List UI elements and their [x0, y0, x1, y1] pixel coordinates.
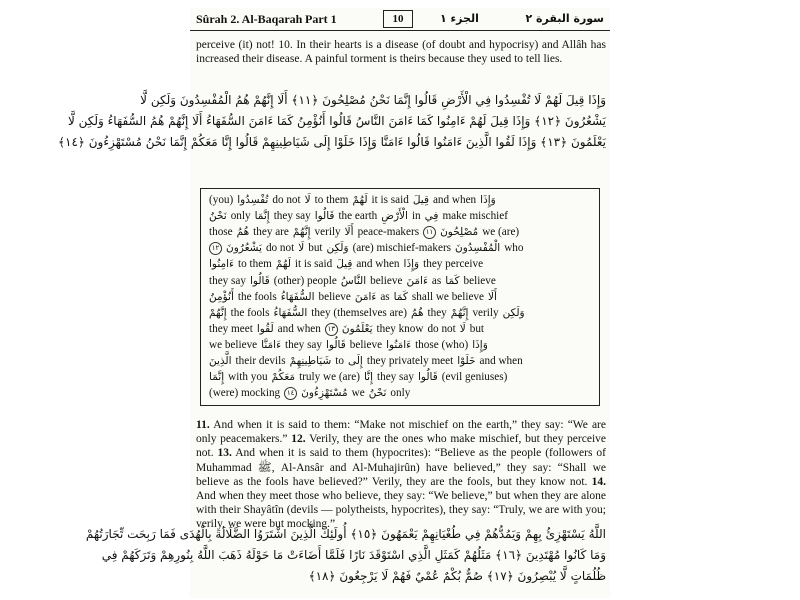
gloss-english: believe [349, 338, 383, 351]
gloss-arabic: إِنَّمَا [254, 210, 270, 223]
gloss-english: the fools [237, 290, 277, 303]
gloss-english: do not [272, 194, 301, 206]
verse-translation: Verily, they are the ones who make mischief, but they perceive not. [196, 433, 606, 460]
gloss-arabic: لَا [304, 194, 311, 206]
gloss-arabic: لَهُمْ [275, 258, 291, 271]
gloss-english: with you [228, 371, 268, 384]
gloss-arabic: لَا [298, 242, 305, 255]
gloss-arabic: مَعَكُمْ [271, 371, 296, 384]
gloss-arabic: أَنُؤْمِنُ [209, 290, 234, 303]
gloss-english: but [469, 322, 485, 335]
gloss-english: those (who) [415, 338, 469, 351]
bottom-translation [196, 418, 606, 532]
gloss-arabic: تُفْسِدُوا [237, 194, 269, 206]
gloss-arabic: فِي [424, 210, 439, 223]
top-translation [196, 38, 606, 66]
gloss-english: as [380, 290, 390, 303]
gloss-english: the fools [230, 306, 270, 319]
gloss-english: and when [432, 194, 477, 206]
arabic-line: يَعْلَمُونَ ﴿١٣﴾ وَإِذَا لَقُوا الَّذِينَ ءَامَنُوا قَالُوا ءَامَنَّا وَإِذَا خَلَوْا إِلَى شَيَاطِينِهِمْ قَالُوا إِنَّا مَعَكُمْ إِنَّمَا نَحْنُ مُسْتَهْزِءُونَ ﴿١٤﴾ [57, 135, 606, 149]
gloss-arabic: ءَامِنُوا [209, 258, 234, 271]
gloss-arabic: كَمَا [393, 290, 408, 303]
gloss-arabic: هُمُ [236, 226, 250, 239]
surah-title-arabic: سورة البقرة ٢ [525, 12, 604, 25]
gloss-english: we believe [209, 338, 258, 351]
gloss-english: to them [314, 194, 349, 206]
gloss-arabic: وَإِذَا [403, 258, 420, 271]
verse-number: 11. [196, 419, 210, 431]
gloss-english: they say [273, 210, 311, 223]
gloss-arabic: وَلَكِن [326, 242, 349, 255]
top-translation-text: perceive (it) not! 10. In their hearts is a disease (of doubt and hypocrisy) and Allâh has increased their disease. A painful torment is theirs because they used to tell lies. [196, 39, 606, 66]
gloss-arabic: إِنَّهُمْ [292, 226, 311, 239]
verse-translation: And when they meet those who believe, they say: “We believe,” but when they are alone with their Shayâtîn (devils — polytheists, hypocrites), they say: “Truly, we are with you; verily, we were but mocking.” [196, 490, 606, 531]
gloss-english: and when [479, 355, 523, 367]
word-by-word-line [209, 355, 593, 371]
gloss-english: they say [377, 371, 414, 384]
page-header [190, 8, 610, 31]
gloss-arabic: لَهُمْ [352, 194, 368, 206]
gloss-arabic: قَالُوا [417, 371, 438, 384]
gloss-english: they are [253, 226, 289, 239]
gloss-english: in [411, 210, 421, 223]
word-by-word-line [209, 242, 593, 258]
gloss-english: the earth [338, 210, 378, 223]
gloss-arabic: إِلَى [347, 355, 363, 367]
gloss-arabic: أَلَا [344, 226, 354, 239]
verse-translation: And when it is said to them (hypocrites): “Believe as the people (followers of Muhammad ﷺ, Al-Ansâr and Al-Muhajirûn) have believed,” they say: “Shall we believe as the fools have believed?” Verily, they are the fools, but they know not. [196, 447, 606, 488]
arabic-line: وَإِذَا قِيلَ لَهُمْ لَا تُفْسِدُوا فِي الْأَرْضِ قَالُوا إِنَّمَا نَحْنُ مُصْلِحُونَ ﴿١١﴾ أَلَا إِنَّهُمْ هُمُ الْمُفْسِدُونَ وَلَكِن لَّا [140, 93, 606, 107]
gloss-english: they (themselves are) [311, 306, 407, 319]
gloss-arabic: مُصْلِحُونَ [440, 226, 479, 239]
word-by-word-line [209, 371, 593, 387]
gloss-english: their devils [235, 355, 286, 367]
gloss-english: they [427, 306, 447, 319]
gloss-arabic: ءَامَنَ [354, 290, 377, 303]
gloss-english: believe [370, 274, 403, 287]
gloss-arabic: الْمُفْسِدُونَ [455, 242, 501, 255]
gloss-english: and when [356, 258, 400, 271]
gloss-english: who [504, 242, 524, 255]
word-by-word-line [209, 291, 593, 307]
gloss-english: do not [265, 242, 295, 255]
gloss-arabic: السُّفَهَاءُ [273, 306, 308, 319]
gloss-arabic: كَمَا [445, 274, 460, 287]
verse-number: 13. [217, 447, 232, 460]
gloss-arabic: وَلَكِن [502, 306, 525, 319]
verse-number-marker: ١١ [423, 226, 436, 239]
gloss-arabic: قَالُوا [249, 274, 270, 287]
gloss-english: (evil geniuses) [441, 371, 508, 384]
word-by-word-line [209, 194, 593, 210]
gloss-arabic: نَحْنُ [209, 210, 227, 223]
part-label-english: Part 1 [305, 12, 337, 26]
gloss-english: peace-makers [357, 226, 420, 239]
gloss-arabic: النَّاسُ [340, 274, 367, 287]
gloss-english: to them [238, 258, 272, 271]
gloss-english: verily [314, 226, 341, 239]
gloss-english: truly we (are) [299, 371, 360, 384]
gloss-english: it is said [294, 258, 333, 271]
gloss-arabic: نَحْنُ [368, 387, 387, 400]
word-by-word-line [209, 258, 593, 274]
gloss-arabic: السُّفَهَاءُ [280, 290, 315, 303]
top-arabic-text [57, 90, 606, 156]
bottom-arabic-text [85, 524, 606, 590]
arabic-line: وَمَا كَانُوا مُهْتَدِينَ ﴿١٦﴾ مَثَلُهُمْ كَمَثَلِ الَّذِي اسْتَوْقَدَ نَارًا فَلَمَّا أَضَاءَتْ مَا حَوْلَهُ ذَهَبَ اللَّهُ بِنُورِهِمْ وَتَرَكَهُمْ فِي [101, 548, 606, 562]
gloss-english: it is said [371, 194, 409, 206]
gloss-arabic: قِيلَ [336, 258, 353, 271]
gloss-english: (other) people [273, 274, 337, 287]
gloss-arabic: الَّذِينَ [209, 355, 232, 367]
gloss-arabic: ءَامَنُوا [386, 338, 412, 351]
gloss-english: (you) [209, 194, 234, 206]
gloss-english: they privately meet [366, 355, 454, 367]
page-number: 10 [383, 10, 413, 28]
gloss-english: believe [463, 274, 496, 287]
word-by-word-box [200, 188, 600, 406]
gloss-arabic: وَإِذَا [472, 338, 488, 351]
gloss-arabic: لَقُوا [256, 322, 274, 335]
gloss-english: they meet [209, 322, 253, 335]
gloss-english: they perceive [423, 258, 484, 271]
gloss-arabic: وَإِذَا [480, 194, 496, 206]
gloss-english: shall we believe [411, 290, 484, 303]
gloss-arabic: خَلَوْا [457, 355, 476, 367]
gloss-english: (are) mischief-makers [352, 242, 452, 255]
gloss-arabic: يَشْعُرُونَ [226, 242, 262, 255]
gloss-arabic: قِيلَ [412, 194, 429, 206]
bottom-translation-text [196, 418, 606, 532]
gloss-arabic: قَالُوا [326, 338, 346, 351]
word-by-word-line [209, 275, 593, 291]
gloss-english: to [335, 355, 344, 367]
gloss-english: they say [209, 274, 246, 287]
gloss-arabic: ءَامَنَّا [261, 338, 282, 351]
gloss-english: (were) mocking [209, 387, 281, 400]
gloss-english: and when [277, 322, 321, 335]
verse-translation: And when it is said to them: “Make not mischief on the earth,” they say: “We are only peacemakers.” [196, 419, 606, 446]
gloss-arabic: ءَامَنَ [406, 274, 428, 287]
gloss-english: only [230, 210, 251, 223]
word-by-word-line [209, 323, 593, 339]
gloss-arabic: لَا [459, 322, 466, 335]
gloss-arabic: إِنَّمَا [209, 371, 225, 384]
gloss-arabic: الْأَرْضِ [381, 210, 408, 223]
verse-number-marker: ١٣ [325, 323, 338, 336]
word-by-word-line [209, 226, 593, 242]
gloss-arabic: يَعْلَمُونَ [341, 322, 373, 335]
gloss-arabic: مُسْتَهْزِءُونَ [301, 387, 348, 400]
gloss-english: they know [376, 322, 424, 335]
gloss-english: we [351, 387, 365, 400]
arabic-line: ظُلُمَاتٍ لَّا يُبْصِرُونَ ﴿١٧﴾ صُمٌّ بُكْمٌ عُمْيٌ فَهُمْ لَا يَرْجِعُونَ ﴿١٨﴾ [308, 569, 606, 583]
word-by-word-line [209, 210, 593, 226]
word-by-word-line [209, 387, 593, 403]
gloss-english: but [308, 242, 323, 255]
gloss-english: they say [285, 338, 322, 351]
gloss-arabic: أَلَا [488, 290, 497, 303]
gloss-english: as [431, 274, 442, 287]
gloss-english: we (are) [482, 226, 520, 239]
surah-title-english: Sûrah 2. Al-Baqarah [196, 12, 303, 26]
gloss-english: believe [318, 290, 351, 303]
gloss-english: do not [427, 322, 456, 335]
verse-number-marker: ١٤ [284, 387, 297, 400]
gloss-arabic: شَيَاطِينِهِمْ [289, 355, 332, 367]
gloss-arabic: إِنَّهُمْ [450, 306, 469, 319]
verse-number-marker: ١٢ [209, 242, 222, 255]
verse-number: 14. [591, 475, 606, 488]
gloss-arabic: قَالُوا [314, 210, 335, 223]
arabic-line: يَشْعُرُونَ ﴿١٢﴾ وَإِذَا قِيلَ لَهُمْ ءَامِنُوا كَمَا ءَامَنَ النَّاسُ قَالُوا أَنُؤْمِنُ كَمَا ءَامَنَ السُّفَهَاءُ أَلَا إِنَّهُمْ هُمُ السُّفَهَاءُ وَلَكِن لَّا [67, 114, 606, 128]
quran-page [57, 8, 610, 598]
gloss-english: make mischief [442, 210, 508, 223]
word-by-word-line [209, 339, 593, 355]
gloss-arabic: إِنَّا [363, 371, 373, 384]
gloss-english: verily [472, 306, 499, 319]
part-label-arabic: الجزء ١ [440, 12, 479, 25]
gloss-english: only [390, 387, 411, 400]
gloss-english: those [209, 226, 233, 239]
verse-number: 12. [291, 433, 306, 446]
gloss-arabic: إِنَّهُمْ [209, 306, 227, 319]
gloss-arabic: هُمُ [410, 306, 424, 319]
arabic-line: اللَّهُ يَسْتَهْزِئُ بِهِمْ وَيَمُدُّهُمْ فِي طُغْيَانِهِمْ يَعْمَهُونَ ﴿١٥﴾ أُولَئِكَ الَّذِينَ اشْتَرَوُا الضَّلَالَةَ بِالْهُدَى فَمَا رَبِحَت تِّجَارَتُهُمْ [85, 527, 606, 541]
word-by-word-line [209, 307, 593, 323]
